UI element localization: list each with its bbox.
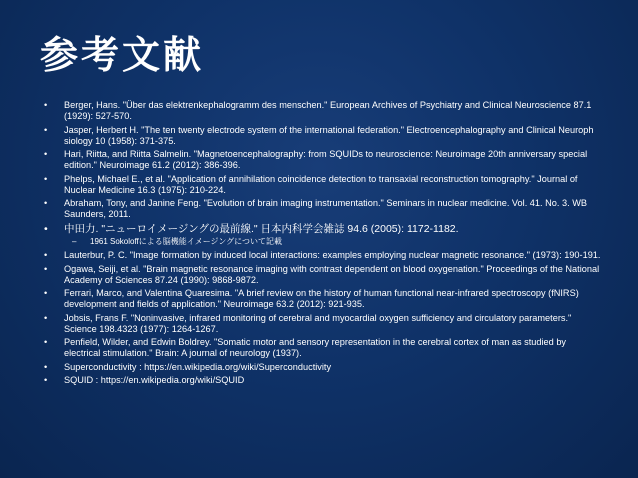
reference-item bbox=[44, 198, 604, 220]
reference-item bbox=[44, 149, 604, 171]
reference-item bbox=[44, 223, 604, 235]
reference-item bbox=[44, 250, 604, 261]
reference-list bbox=[44, 100, 604, 389]
bullet-icon: • bbox=[44, 124, 48, 135]
reference-subitem bbox=[44, 237, 604, 247]
reference-text: Jobsis, Frans F. "Noninvasive, infrared monitoring of cerebral and myocardial oxygen sufficiency and circulatory parameters." Science 198.4323 (1977): 1264-1267. bbox=[64, 312, 572, 334]
bullet-icon: • bbox=[44, 250, 48, 260]
reference-text: Ferrari, Marco, and Valentina Quaresima. "A brief review on the history of human functional near-infrared spectroscopy (fNIRS) development and fields of application." Neuroimage 63.2 (2012): 921-935. bbox=[64, 288, 579, 309]
bullet-icon: • bbox=[44, 263, 48, 274]
reference-text: Abraham, Tony, and Janine Feng. "Evolution of brain imaging instrumentation." Seminars in nuclear medicine. Vol. 41. No. 3. WB Saunders, 2011. bbox=[64, 198, 587, 219]
reference-item bbox=[44, 125, 604, 147]
reference-note: 1961 Sokoloffによる脳機能イメージングについて記載 bbox=[90, 237, 283, 246]
reference-text: Lauterbur, P. C. "Image formation by induced local interactions: examples employing nuclear magnetic resonance." (1973): 190-191. bbox=[64, 250, 601, 260]
slide-title: 参考文献 bbox=[40, 33, 205, 77]
reference-text: Hari, Riitta, and Riitta Salmelin. "Magnetoencephalography: from SQUIDs to neuroscience: Neuroimage 20th anniversary special edition." Neuroimage 61.2 (2012): 386-396. bbox=[64, 149, 588, 170]
reference-text: Berger, Hans. "Über das elektrenkephalogramm des menschen." European Archives of Psychiatry and Clinical Neuroscience 87.1 (1929): 527-570. bbox=[64, 100, 592, 121]
bullet-icon: • bbox=[44, 222, 48, 235]
reference-item bbox=[44, 100, 604, 122]
bullet-icon: • bbox=[44, 312, 48, 323]
reference-item bbox=[44, 375, 604, 386]
reference-item bbox=[44, 174, 604, 196]
bullet-icon: • bbox=[44, 361, 48, 372]
bullet-icon: • bbox=[44, 198, 48, 208]
bullet-icon: • bbox=[44, 288, 48, 298]
bullet-icon: • bbox=[44, 100, 48, 110]
bullet-icon: • bbox=[44, 173, 48, 184]
reference-text: 中田力. "ニューロイメージングの最前線." 日本内科学会雑誌 94.6 (2005): 1172-1182. bbox=[64, 222, 459, 235]
reference-link[interactable]: SQUID : https://en.wikipedia.org/wiki/SQUID bbox=[64, 375, 245, 385]
dash-bullet-icon: – bbox=[72, 237, 77, 246]
reference-item bbox=[44, 337, 604, 359]
reference-link[interactable]: Superconductivity : https://en.wikipedia.org/wiki/Superconductivity bbox=[64, 361, 332, 372]
reference-text: Ogawa, Seiji, et al. "Brain magnetic resonance imaging with contrast dependent on blood oxygenation." Proceedings of the National Academy of Sciences 87.24 (1990): 9868-9872. bbox=[64, 263, 600, 285]
bullet-icon: • bbox=[44, 375, 48, 385]
reference-text: Jasper, Herbert H. "The ten twenty electrode system of the international federation." Electroencephalography and Clinical Neuroph siology 10 (1958): 371-375. bbox=[64, 124, 594, 146]
reference-item bbox=[44, 362, 604, 373]
reference-item bbox=[44, 288, 604, 310]
reference-text: Phelps, Michael E., et al. "Application of annihilation coincidence detection to transaxial reconstruction tomography." Journal of Nuclear Medicine 16.3 (1975): 210-224. bbox=[64, 173, 578, 195]
reference-item bbox=[44, 313, 604, 335]
reference-text: Penfield, Wilder, and Edwin Boldrey. "Somatic motor and sensory representation in the cerebral cortex of man as studied by electrical stimulation." Brain: A journal of neurology (1937). bbox=[64, 337, 567, 358]
bullet-icon: • bbox=[44, 149, 48, 159]
bullet-icon: • bbox=[44, 337, 48, 347]
reference-item bbox=[44, 264, 604, 286]
